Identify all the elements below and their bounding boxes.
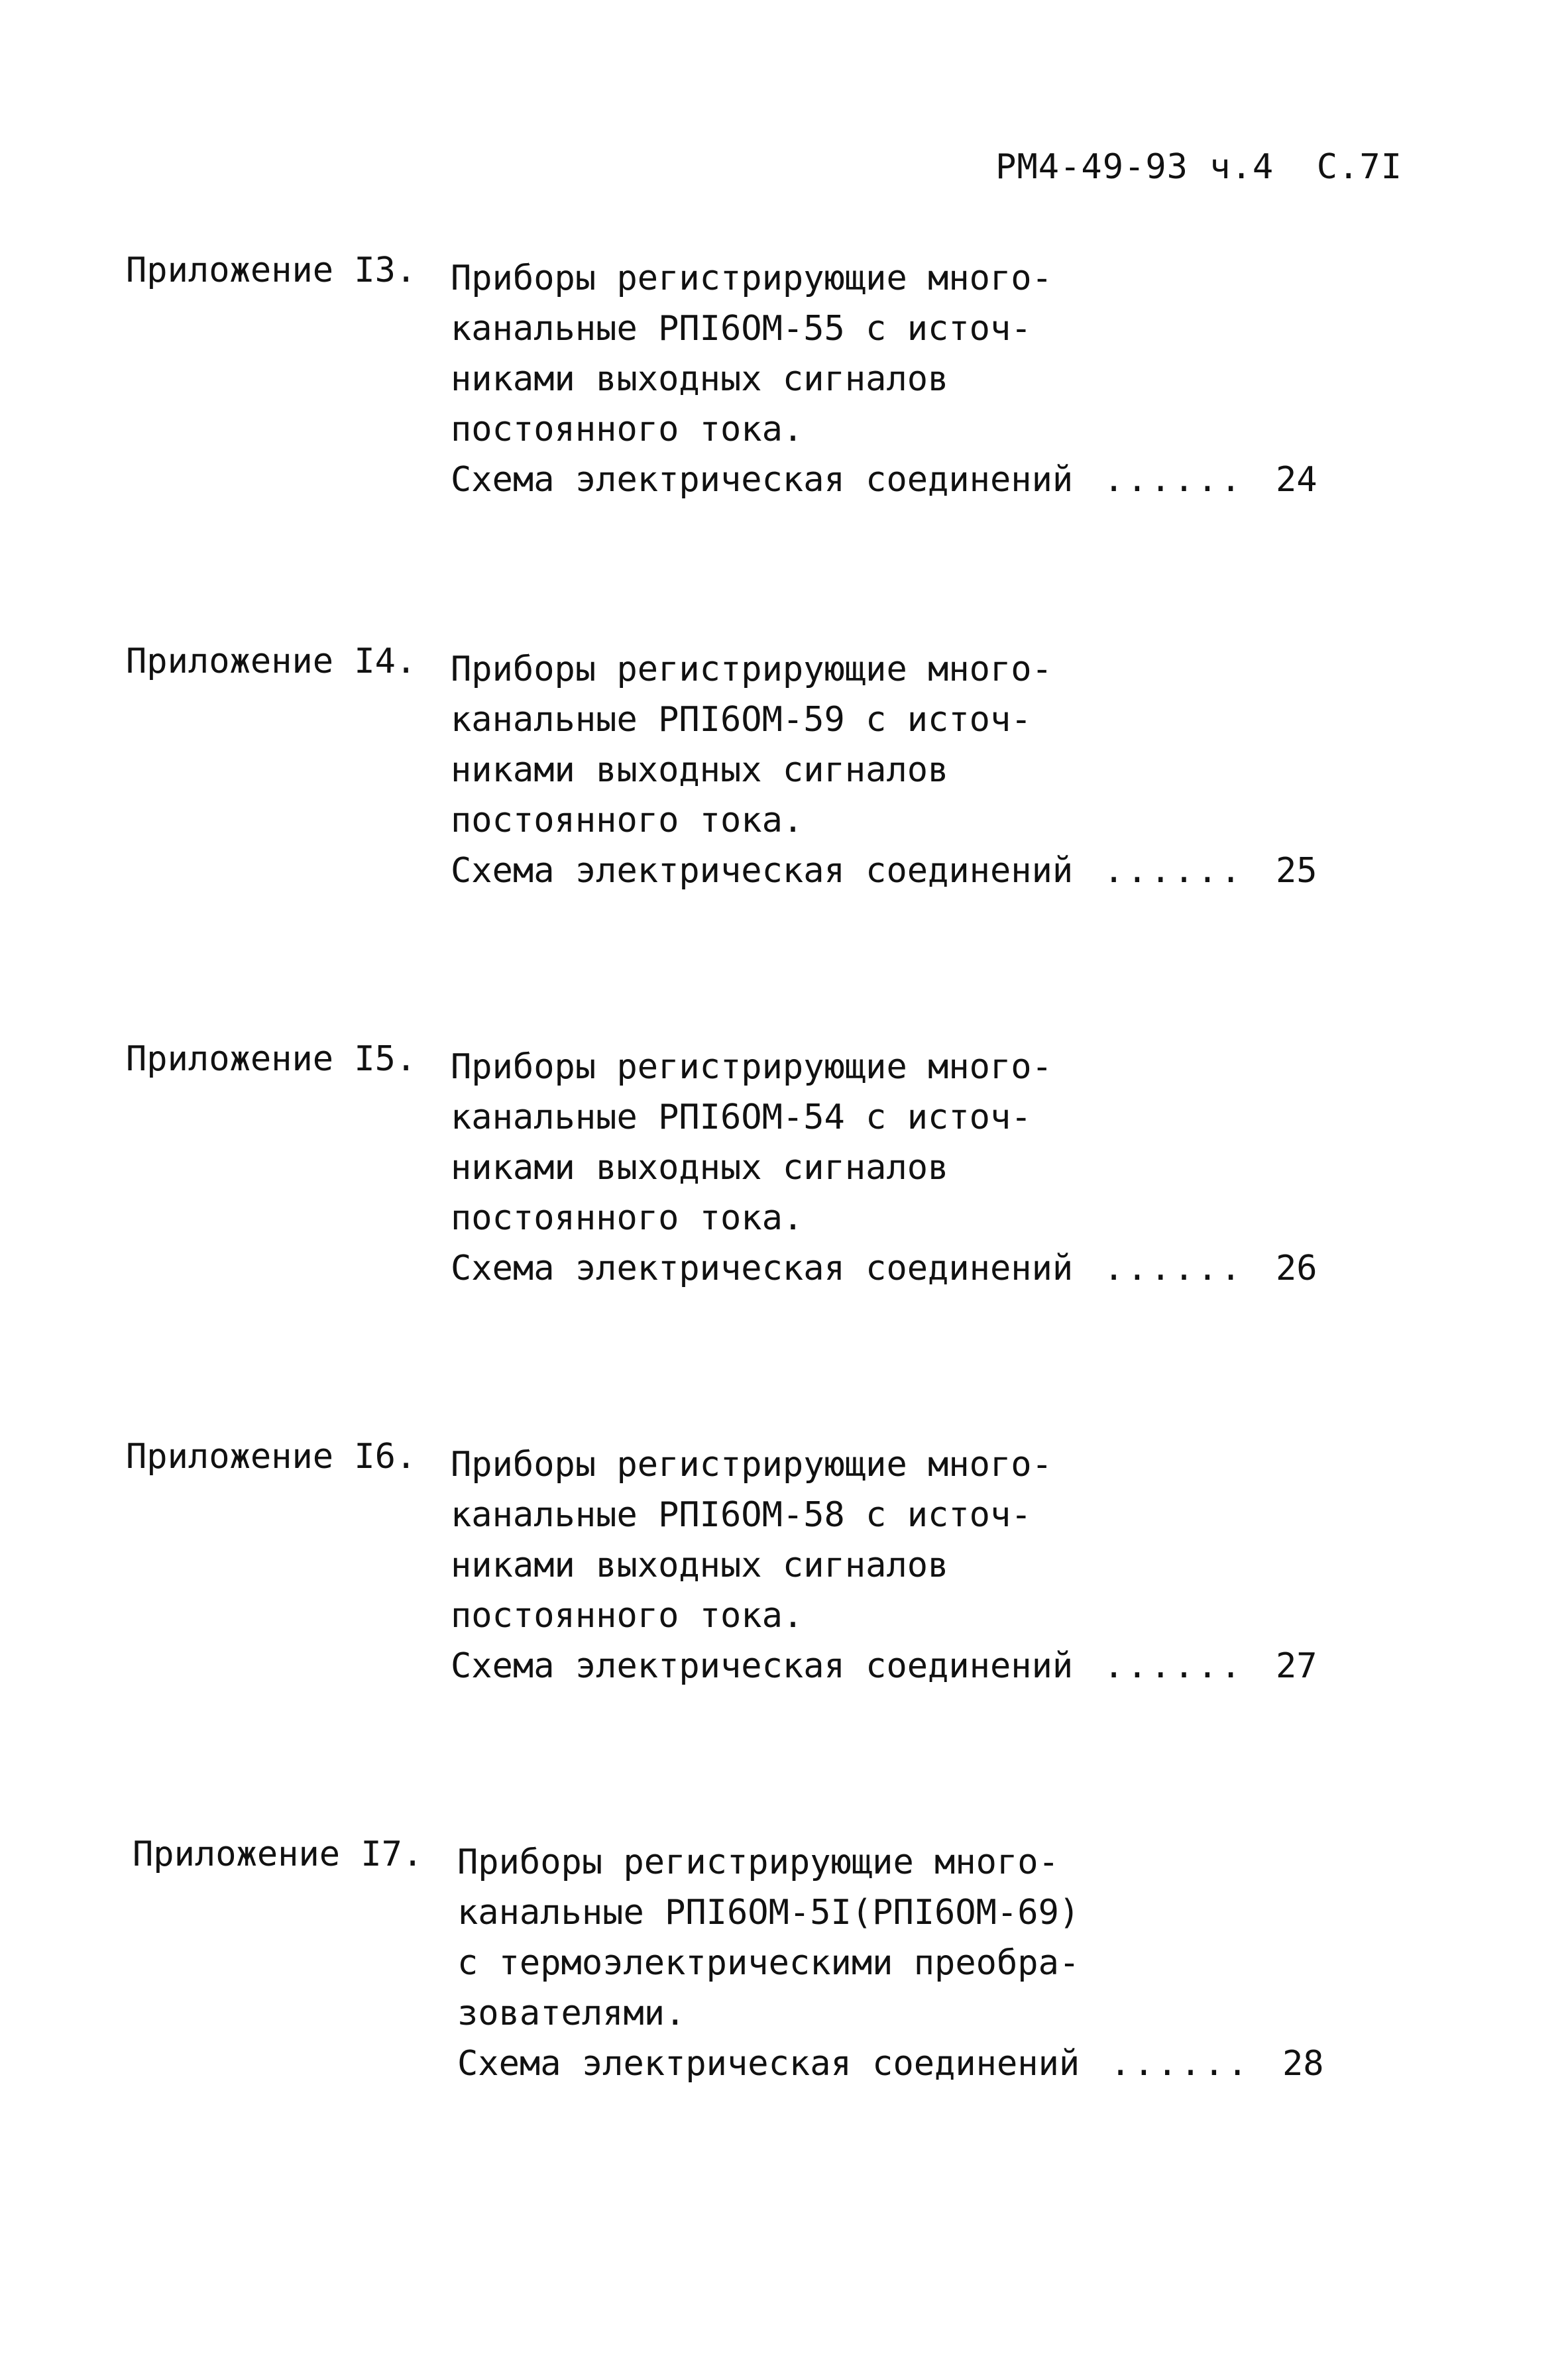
description-line: канальные РПI6ОМ-54 с источ- bbox=[451, 1097, 1032, 1137]
toc-caption-row bbox=[451, 447, 1378, 513]
caption-text: Схема электрическая соединений bbox=[457, 2044, 1080, 2084]
toc-caption-row bbox=[451, 1633, 1378, 1699]
description-line: постоянного тока. bbox=[451, 410, 804, 449]
page-number: 24 bbox=[1276, 460, 1317, 500]
toc-caption-row bbox=[451, 1235, 1378, 1302]
description-line: Приборы регистрирующие много- bbox=[451, 1047, 1052, 1087]
dot-leader: ...... bbox=[1103, 1646, 1244, 1686]
description-line: Приборы регистрирующие много- bbox=[451, 258, 1052, 298]
appendix-label: Приложение I3. bbox=[126, 251, 417, 290]
description-line: канальные РПI6ОМ-58 с источ- bbox=[451, 1495, 1032, 1535]
description-line: никами выходных сигналов bbox=[451, 1148, 949, 1188]
page-number: 27 bbox=[1276, 1646, 1317, 1686]
caption-text: Схема электрическая соединений bbox=[451, 460, 1074, 500]
appendix-description bbox=[451, 636, 1378, 904]
appendix-description bbox=[451, 245, 1378, 513]
appendix-label: Приложение I7. bbox=[133, 1834, 423, 1874]
appendix-label: Приложение I4. bbox=[126, 642, 417, 681]
caption-text: Схема электрическая соединений bbox=[451, 1646, 1074, 1686]
appendix-description bbox=[451, 1432, 1378, 1699]
caption-text: Схема электрическая соединений bbox=[451, 1249, 1074, 1288]
caption-text: Схема электрическая соединений bbox=[451, 851, 1074, 891]
page-header-code: РМ4-49-93 ч.4 С.7I bbox=[995, 147, 1402, 187]
description-line: никами выходных сигналов bbox=[451, 1546, 949, 1585]
page-number: 26 bbox=[1276, 1249, 1317, 1288]
dot-leader: ...... bbox=[1110, 2044, 1251, 2084]
page-number: 25 bbox=[1276, 851, 1317, 891]
description-line: постоянного тока. bbox=[451, 1198, 804, 1238]
description-line: с термоэлектрическими преобра- bbox=[457, 1943, 1080, 1983]
description-line: канальные РПI6ОМ-59 с источ- bbox=[451, 700, 1032, 740]
appendix-label: Приложение I6. bbox=[126, 1437, 417, 1477]
appendix-description bbox=[457, 1829, 1385, 2097]
toc-caption-row bbox=[451, 838, 1378, 904]
page-number: 28 bbox=[1282, 2044, 1324, 2084]
description-line: Приборы регистрирующие много- bbox=[457, 1842, 1059, 1882]
description-line: канальные РПI6ОМ-55 с источ- bbox=[451, 309, 1032, 349]
toc-caption-row bbox=[457, 2031, 1385, 2097]
description-line: Приборы регистрирующие много- bbox=[451, 649, 1052, 689]
description-line: канальные РПI6ОМ-5I(РПI6ОМ-69) bbox=[457, 1893, 1080, 1933]
description-line: Приборы регистрирующие много- bbox=[451, 1445, 1052, 1485]
appendix-description bbox=[451, 1034, 1378, 1302]
description-line: никами выходных сигналов bbox=[451, 359, 949, 399]
dot-leader: ...... bbox=[1103, 851, 1244, 891]
appendix-label: Приложение I5. bbox=[126, 1039, 417, 1079]
dot-leader: ...... bbox=[1103, 1249, 1244, 1288]
description-line: зователями. bbox=[457, 1994, 686, 2033]
description-line: постоянного тока. bbox=[451, 801, 804, 840]
description-line: постоянного тока. bbox=[451, 1596, 804, 1636]
dot-leader: ...... bbox=[1103, 460, 1244, 500]
description-line: никами выходных сигналов bbox=[451, 750, 949, 790]
